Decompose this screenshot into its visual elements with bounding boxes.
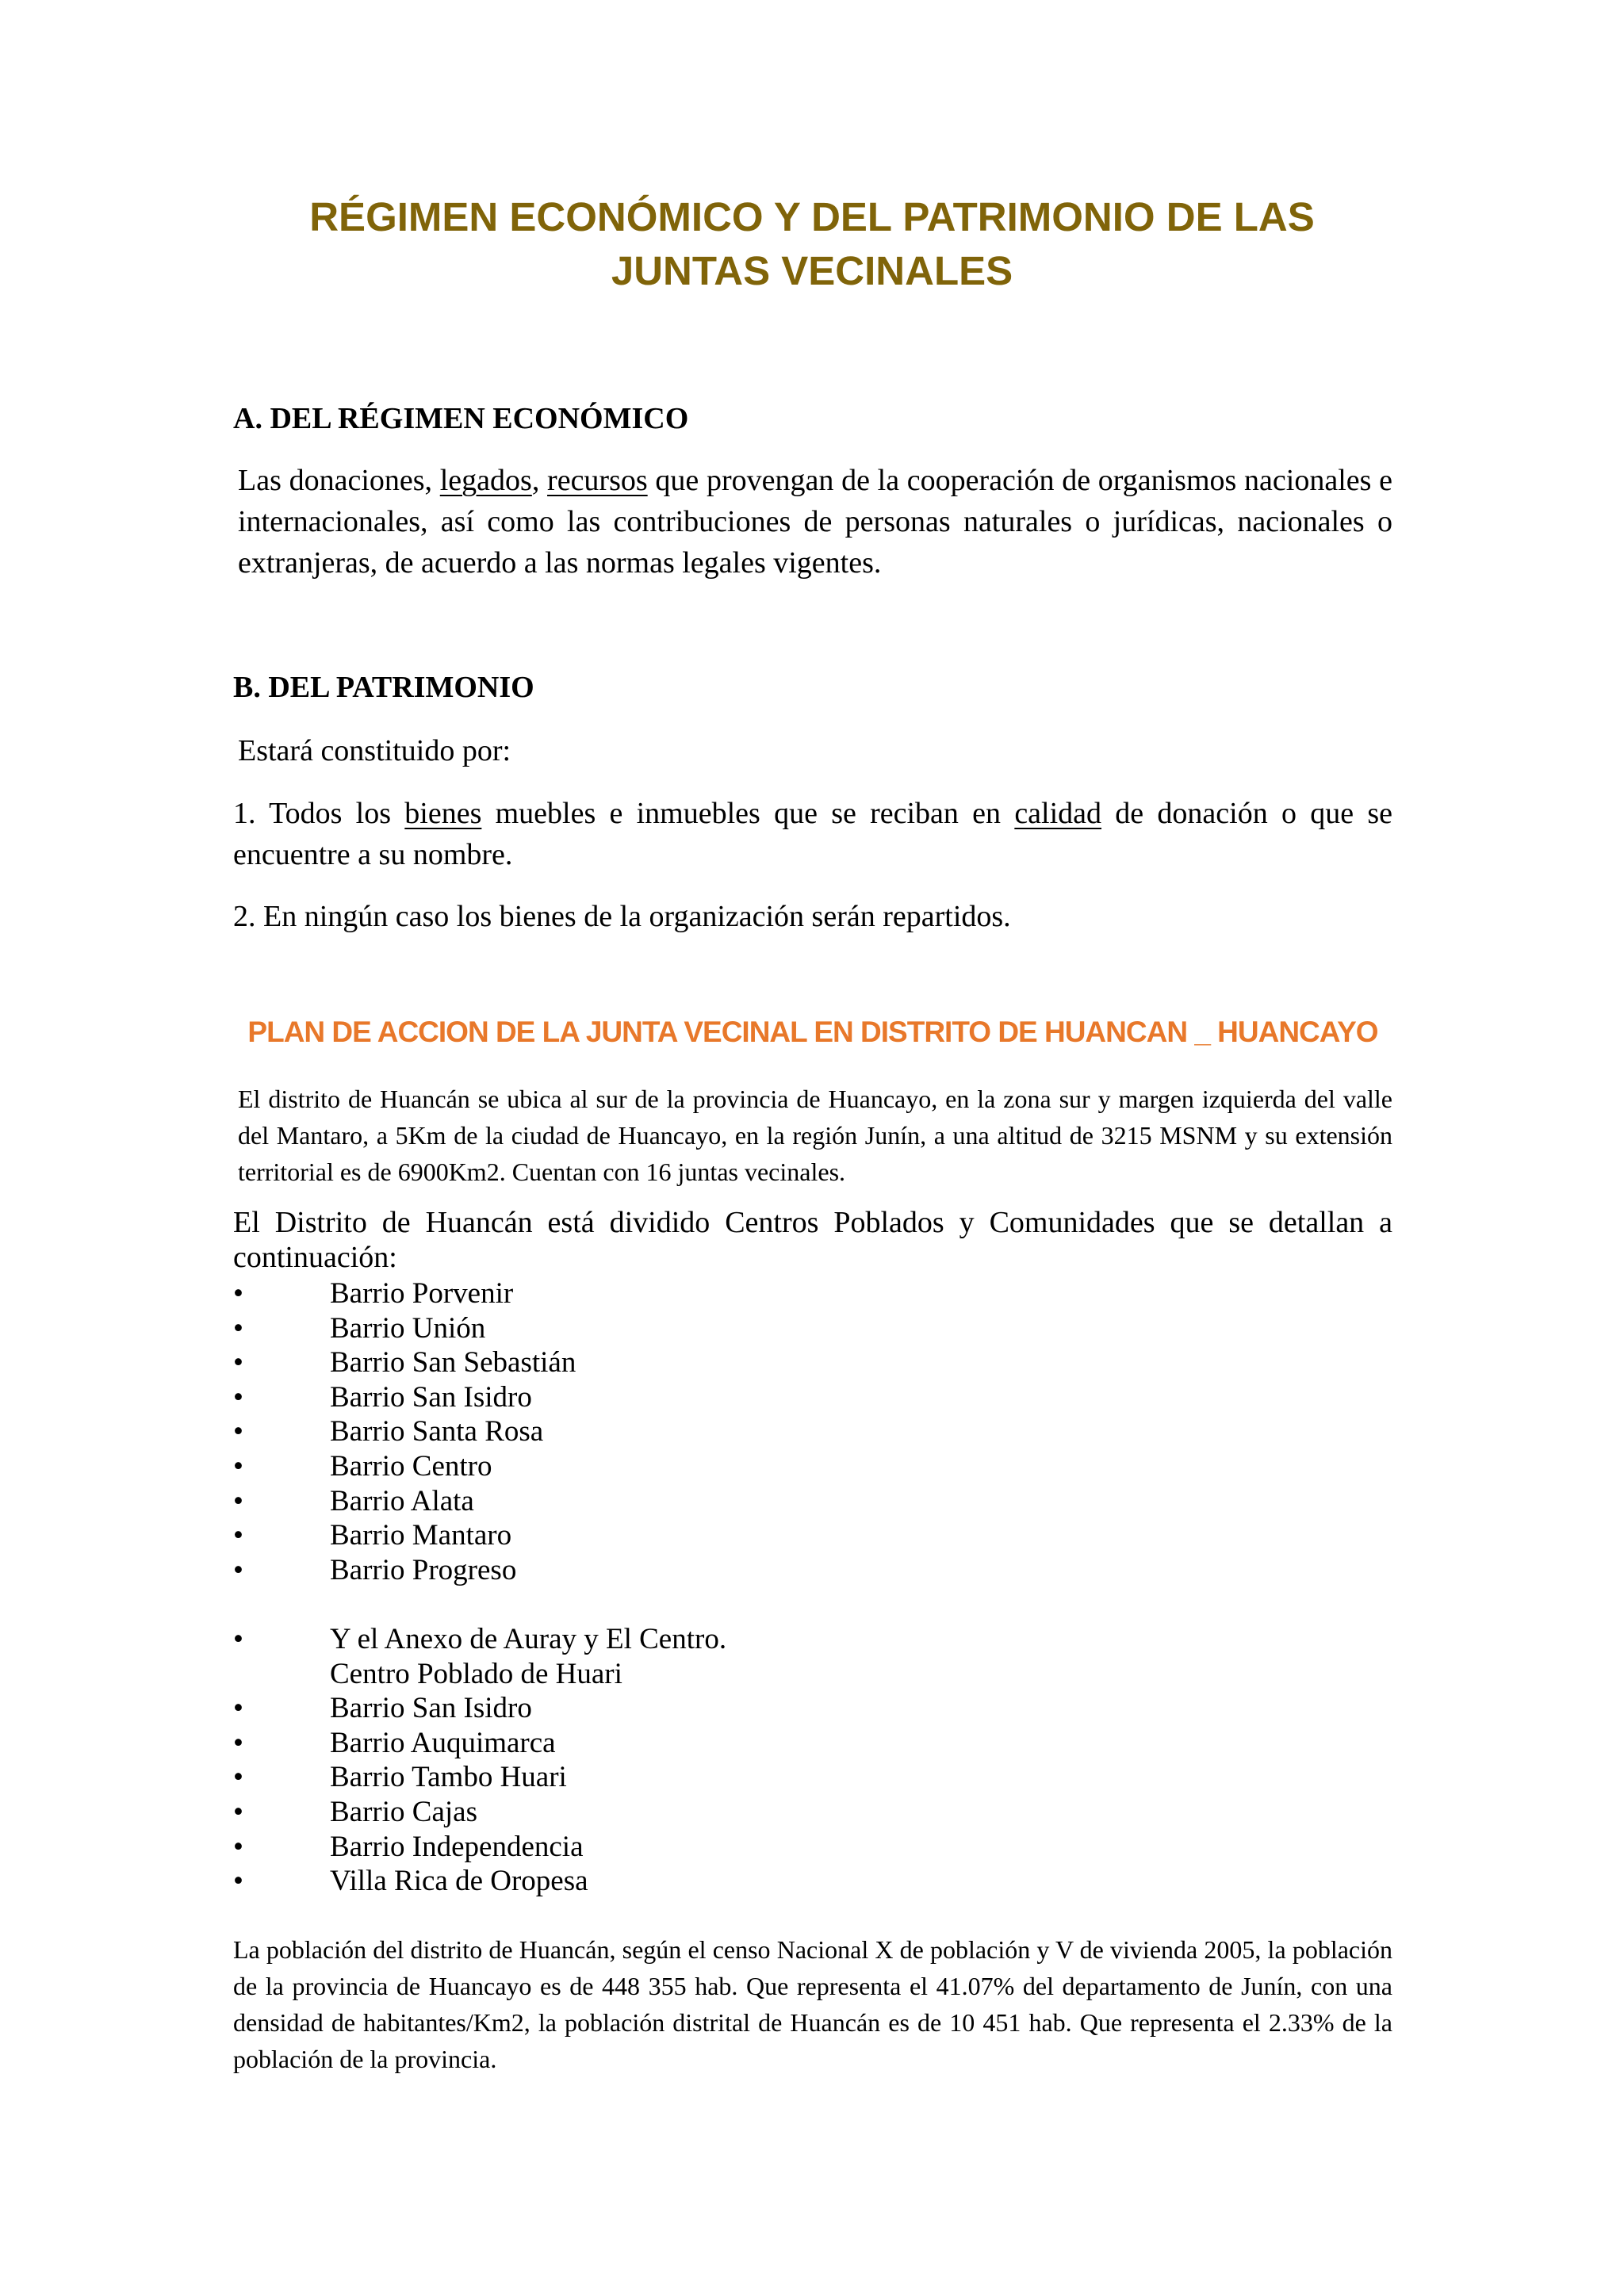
section-b-item-1 — [233, 793, 1392, 875]
list-item: • Barrio San Sebastián — [233, 1346, 576, 1380]
bullet-icon: • — [233, 1380, 243, 1414]
plan-intro-paragraph: El distrito de Huancán se ubica al sur de la provincia de Huancayo, en la zona sur y margen izquierda del valle del Mantaro, a 5Km de la ciudad de Huancayo, en la región Junín, a una altitud de 3215 MSNM y su extensión territorial es de 6900Km2. Cuentan con 16 juntas vecinales. — [238, 1085, 1392, 1186]
section-b-intro: Estará constituido por: — [238, 734, 511, 767]
bullet-icon: • — [233, 1449, 243, 1483]
plan-heading: PLAN DE ACCION DE LA JUNTA VECINAL EN DISTRITO DE HUANCAN _ HUANCAYO — [247, 1016, 1378, 1048]
bullet-icon: • — [233, 1519, 243, 1552]
list-item: • Barrio Alata — [233, 1484, 474, 1517]
title-line-2: JUNTAS VECINALES — [611, 248, 1013, 293]
bullet-icon: • — [233, 1795, 243, 1828]
bullet-icon: • — [233, 1415, 243, 1448]
bullet-icon: • — [233, 1484, 243, 1517]
section-a-paragraph — [238, 460, 1392, 584]
bullet-icon: • — [233, 1726, 243, 1759]
list-item: • Y el Anexo de Auray y El Centro. — [233, 1623, 727, 1655]
list-item: • Barrio Auquimarca — [233, 1726, 556, 1759]
bullet-icon: • — [233, 1311, 243, 1345]
section-b-heading: B. DEL PATRIMONIO — [233, 671, 534, 704]
bullet-icon: • — [233, 1553, 243, 1586]
bullet-icon: • — [233, 1761, 243, 1794]
list-item: • Barrio Unión — [233, 1311, 486, 1345]
list-item: • Barrio Tambo Huari — [233, 1761, 567, 1794]
bullet-icon: • — [233, 1623, 243, 1655]
title-line-1: RÉGIMEN ECONÓMICO Y DEL PATRIMONIO DE LAS — [309, 194, 1315, 239]
list-subheading: Centro Poblado de Huari — [330, 1657, 622, 1690]
legados-link: legados — [439, 464, 532, 497]
population-paragraph: La población del distrito de Huancán, según el censo Nacional X de población y V de vivienda 2005, la población de la provincia de Huancayo es de 448 355 hab. Que representa el 41.07% del departamento de Junín, con una densidad de habitantes/Km2, la población distrital de Huancán es de 10 451 hab. Que representa el 2.33% de la población de la provincia. — [233, 1935, 1392, 2073]
list-item: • Barrio Independencia — [233, 1830, 584, 1863]
item-1-text-2: muebles e inmuebles que se reciban en — [481, 797, 1015, 830]
list-item: • Barrio Mantaro — [233, 1519, 512, 1552]
section-a-text-3: que provengan de la cooperación de organismos nacionales e internacionales, así como las contribuciones de personas naturales o jurídicas, nacionales o extranjeras, de acuerdo a las normas legales vigentes. — [238, 464, 1392, 580]
recursos-link: recursos — [547, 464, 648, 497]
barrios-list — [233, 1276, 576, 1587]
section-a-text-1: Las donaciones, — [238, 464, 440, 497]
list-item: • Barrio Progreso — [233, 1553, 517, 1586]
list-item: • Villa Rica de Oropesa — [233, 1865, 588, 1898]
bullet-icon: • — [233, 1830, 243, 1863]
item-1-text-1: 1. Todos los — [233, 797, 405, 830]
bienes-link: bienes — [404, 797, 482, 830]
list-item: • Barrio Santa Rosa — [233, 1415, 544, 1448]
huari-list — [233, 1622, 726, 1899]
item-1-text-3: de donación o que se encuentre a su nombre. — [233, 797, 1392, 871]
bullet-icon: • — [233, 1865, 243, 1898]
section-a-heading: A. DEL RÉGIMEN ECONÓMICO — [233, 402, 689, 435]
bullet-icon: • — [233, 1692, 243, 1725]
list-item: • Barrio Porvenir — [233, 1277, 514, 1310]
list-item: • Barrio San Isidro — [233, 1380, 532, 1414]
list-item: • Barrio Centro — [233, 1449, 492, 1483]
plan-division-paragraph: El Distrito de Huancán está dividido Centros Poblados y Comunidades que se detallan a continuación: — [233, 1206, 1392, 1274]
section-b-item-2: 2. En ningún caso los bienes de la organización serán repartidos. — [233, 900, 1011, 933]
bullet-icon: • — [233, 1346, 243, 1380]
calidad-link: calidad — [1014, 797, 1102, 830]
section-a-text-2: , — [531, 464, 548, 497]
document-title — [190, 190, 1434, 298]
list-item: • Barrio San Isidro — [233, 1692, 532, 1725]
bullet-icon: • — [233, 1277, 243, 1310]
list-item: • Barrio Cajas — [233, 1795, 477, 1828]
